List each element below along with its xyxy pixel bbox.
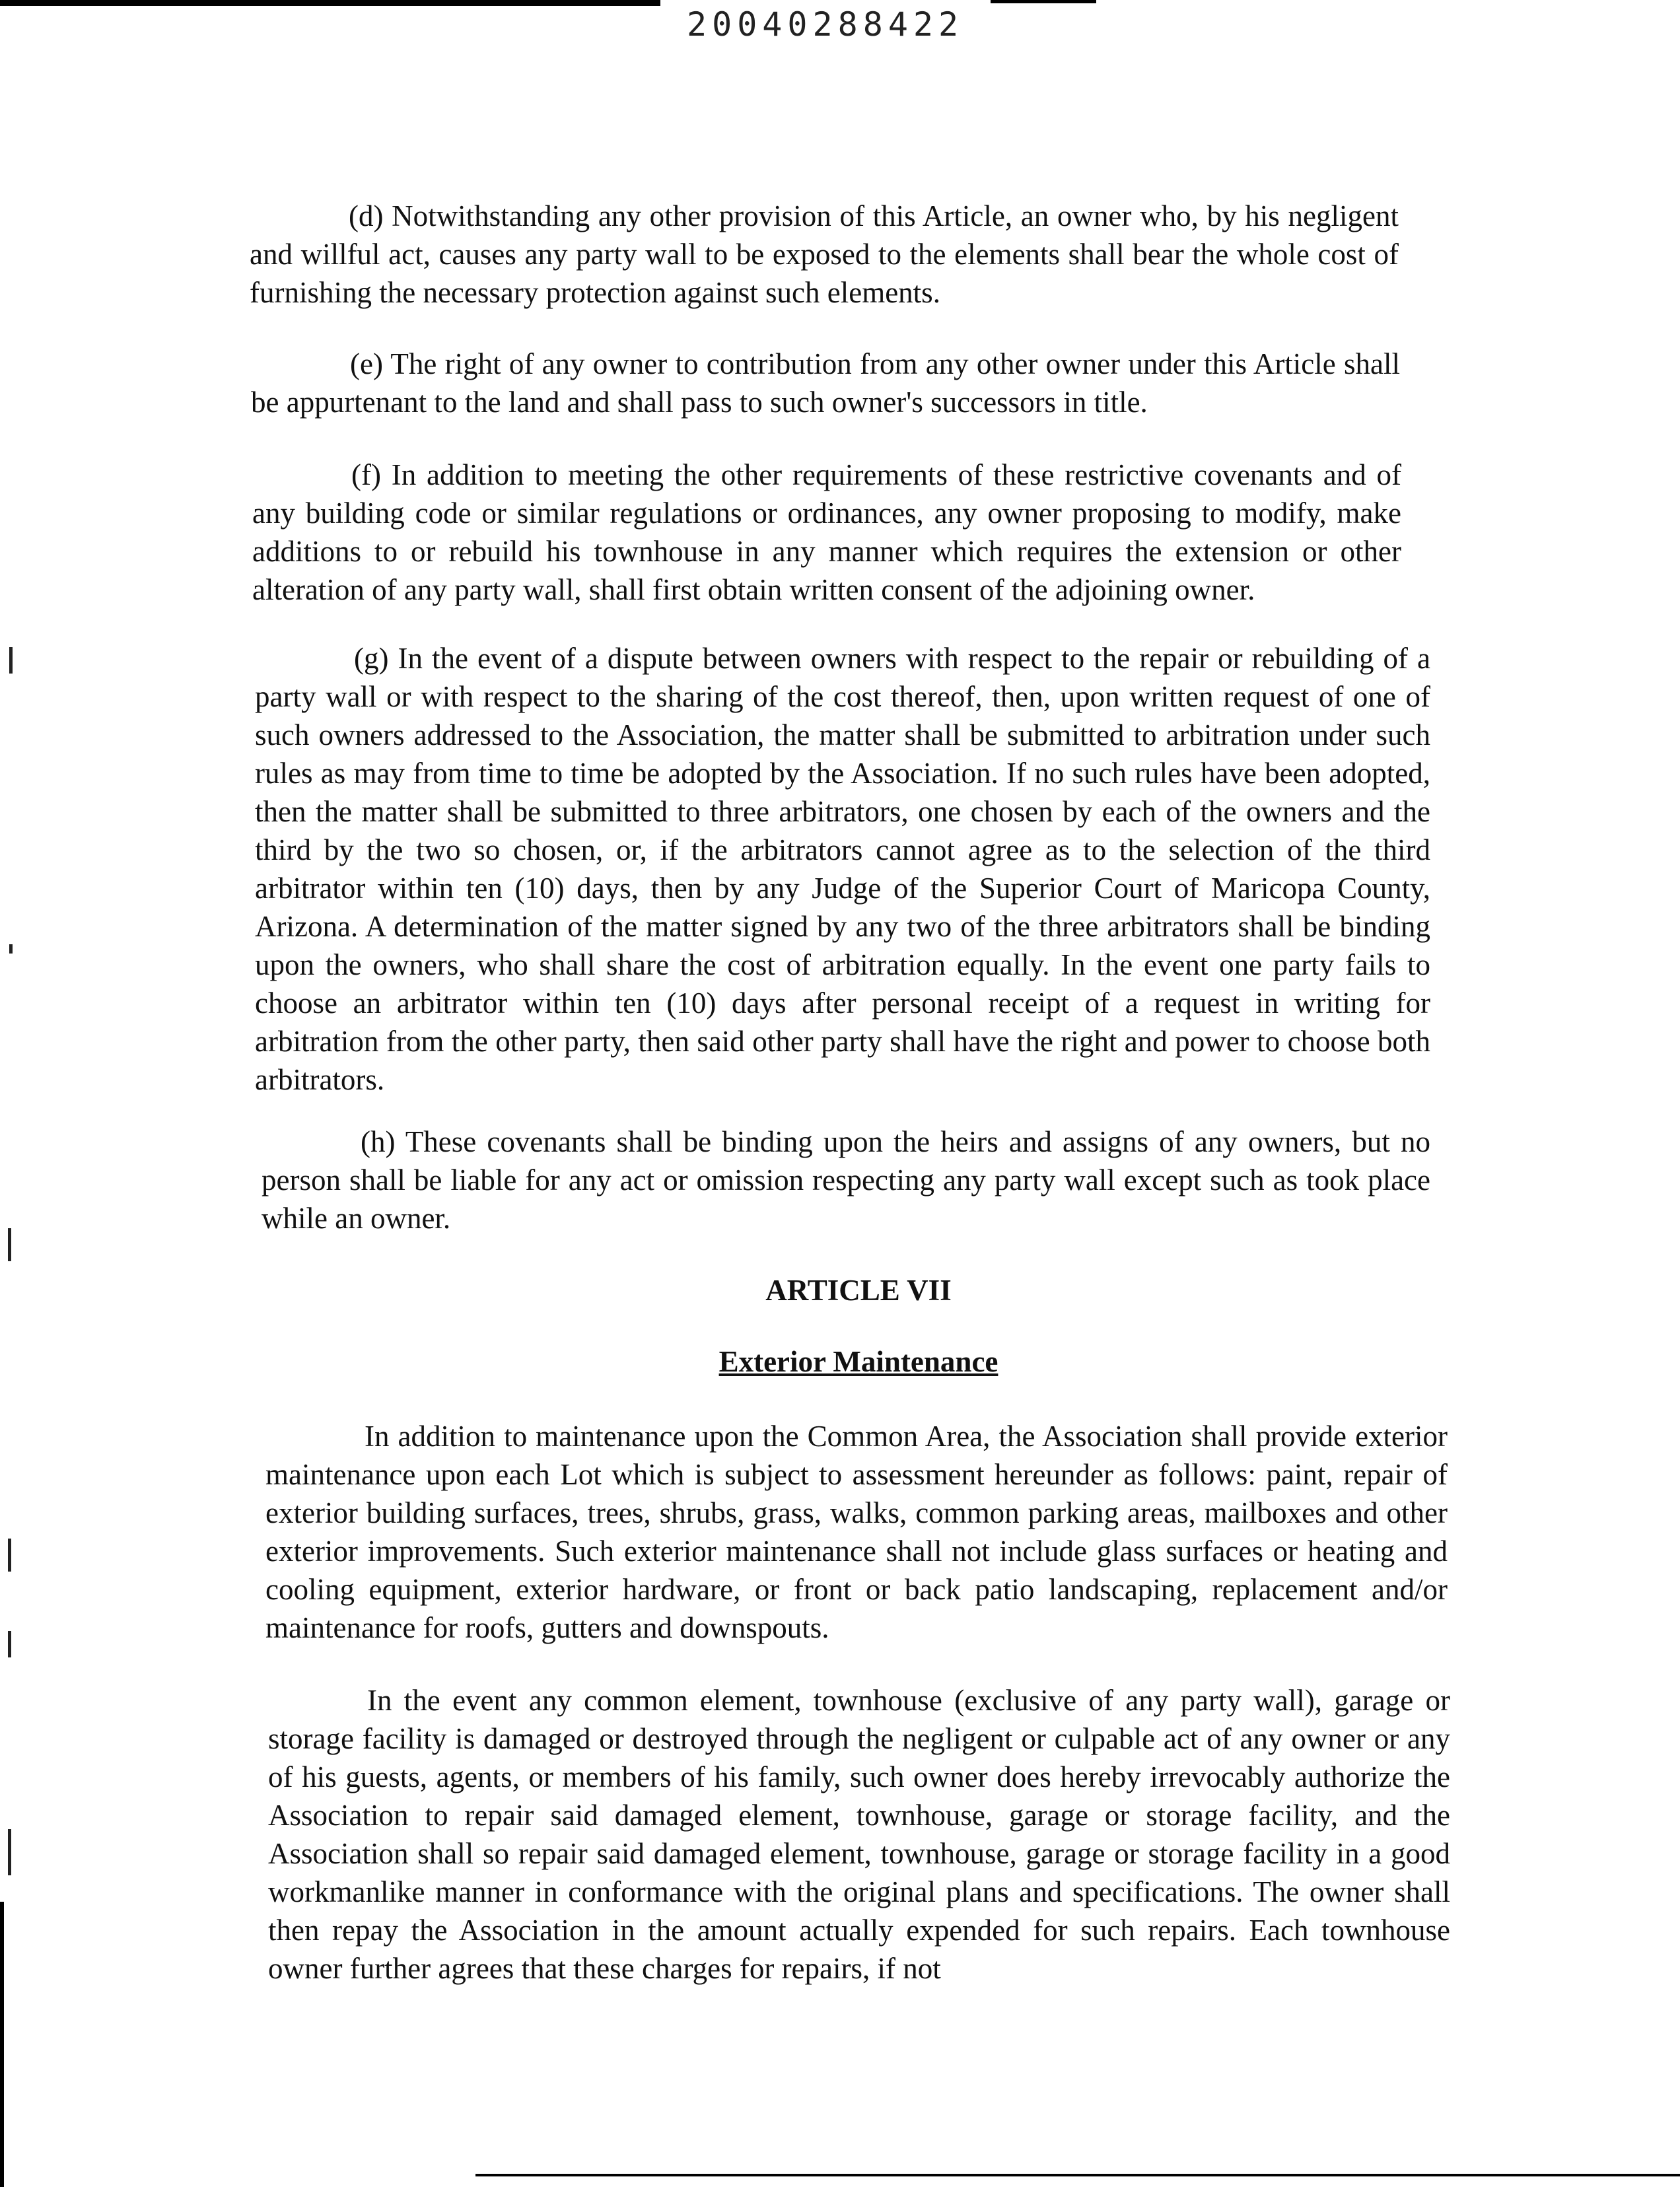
scan-edge-bottom: [475, 2174, 1680, 2176]
scan-speck: [9, 944, 13, 954]
paragraph-e: (e) The right of any owner to contribution from any other owner under this Article shall be appurtenant to the land and shall pass to such owner's successors in title.: [251, 347, 1400, 419]
paragraph-f: (f) In addition to meeting the other requirements of these restrictive covenants and of any building code or similar regulations or ordinances, any owner proposing to modify, make additions to or rebuild his townhouse in any manner which requires the extension or other alteration of any party wall, shall first obtain written consent of the adjoining owner.: [252, 458, 1401, 606]
document-number: 20040288422: [687, 5, 964, 44]
scan-speck: [8, 1829, 11, 1875]
article-paragraph-1: In addition to maintenance upon the Common Area, the Association shall provide exterior maintenance upon each Lot which is subject to assessment hereunder as follows: paint, repair of exterior building surfaces, trees, shrubs, grass, walks, common parking areas, mailboxes and other exterior improvements. Such exterior maintenance shall not include glass surfaces or heating and cooling equipment, exterior hardware, or front or back patio landscaping, replacement and/or maintenance for roofs, gutters and downspouts.: [265, 1420, 1448, 1644]
paragraph-d: (d) Notwithstanding any other provision of this Article, an owner who, by his negligent and willful act, causes any party wall to be exposed to the elements shall bear the whole cost of furnishing the necessary protection against such elements.: [250, 199, 1399, 309]
scan-speck: [8, 1539, 11, 1572]
scan-speck: [8, 1631, 11, 1657]
paragraph-g: (g) In the event of a dispute between owners with respect to the repair or rebuilding of a party wall or with respect to the sharing of the cost thereof, then, upon written request of one of such owners addressed to the Association, the matter shall be submitted to arbitration under such rules as may from time to time be adopted by the Association. If no such rules have been adopted, then the matter shall be submitted to three arbitrators, one chosen by each of the owners and the third by the two so chosen, or, if the arbitrators cannot agree as to the selection of the third arbitrator within ten (10) days, then by any Judge of the Superior Court of Maricopa County, Arizona. A determination of the matter signed by any two of the three arbitrators shall be binding upon the owners, who shall share the cost of arbitration equally. In the event one party fails to choose an arbitrator within ten (10) days after personal receipt of a request in writing for arbitration from the other party, then said other party shall have the right and power to choose both arbitrators.: [255, 642, 1430, 1096]
scan-speck: [8, 1228, 11, 1261]
scan-edge-top-right: [991, 0, 1096, 3]
article-heading: ARTICLE VII: [765, 1274, 952, 1307]
scan-edge-top-left: [0, 0, 660, 6]
article-subheading-text: Exterior Maintenance: [718, 1345, 998, 1378]
article-paragraph-2: In the event any common element, townhouse (exclusive of any party wall), garage or storage facility is damaged or destroyed through the negligent or culpable act of any owner or any of his guests, agents, or members of his family, such owner does hereby irrevocably authorize the Association to repair said damaged element, townhouse, garage or storage facility, and the Association shall so repair said damaged element, townhouse, garage or storage facility in a good workmanlike manner in conformance with the original plans and specifications. The owner shall then repay the Association in the amount actually expended for such repairs. Each townhouse owner further agrees that these charges for repairs, if not: [268, 1684, 1450, 1985]
scan-edge-left: [0, 1902, 4, 2187]
article-subheading: [594, 1344, 1123, 1379]
scan-speck: [9, 647, 13, 674]
paragraph-h: (h) These covenants shall be binding upon the heirs and assigns of any owners, but no person shall be liable for any act or omission respecting any party wall except such as took place while an owner.: [262, 1125, 1430, 1235]
